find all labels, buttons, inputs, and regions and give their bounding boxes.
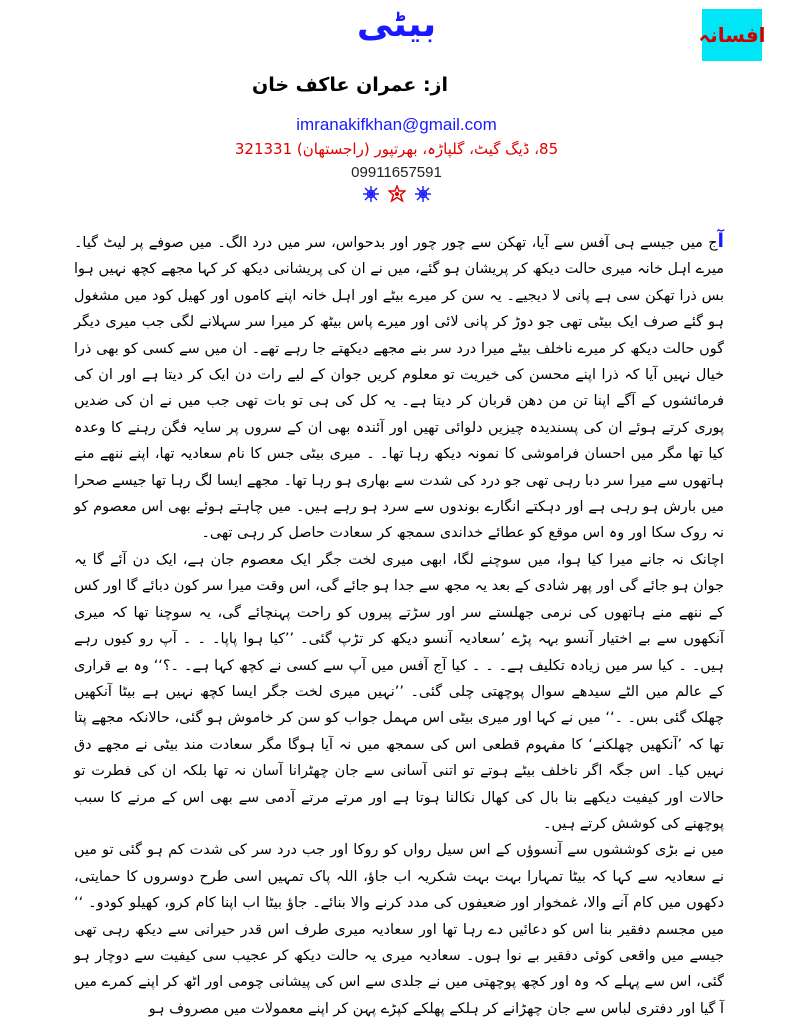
snowflake-icon xyxy=(362,185,380,203)
snowflake-icon xyxy=(414,185,432,203)
paragraph xyxy=(74,547,724,837)
paragraph-text: اچانک نہ جانے میرا کیا ہوا، میں سوچنے لگا، ابھی میری لخت جگر ایک معصوم جان ہے، ایک دن آئے گا یہ جوان ہو جائے گی اور پھر شادی کے بعد یہ مجھ سے جدا ہو جائے گی، اس وقت میرا سر کون دبائے گا اور کس کے ننھے منے ہاتھوں کی نرمی جھلستے سر اور سڑتے پیروں کو راحت پہنچائے گی، یہ سوچنا تھا کہ میری آنکھوں سے بے اختیار آنسو بہہ پڑے ’سعادیہ آنسو دیکھ کر تڑپ گئی۔ ’’کیا ہوا پاپا۔ ۔ ۔ آپ رو کیوں رہے ہیں۔ ۔ کیا سر میں زیادہ تکلیف ہے۔ ۔ ۔ کیا آج آفس میں آپ سے کسی نے کچھ کہا ہے۔ ۔؟‘‘ وہ بے قراری کے عالم میں الٹے سیدھے سوال پوچھتی چلی گئی۔ ’’نہیں میری لخت جگر ایسا کچھ نہیں ہے بیٹا آنکھیں چھلک گئی بس۔ ۔‘‘ میں نے کہا اور میری بیٹی اس مہمل جواب کو سن کر خاموش ہو گئی، حالانکہ مجھے پتا تھا کہ ’آنکھیں چھلکنے‘ کا مفہوم قطعی اس کی سمجھ میں نہ آیا ہوگا مگر سعادت مند بیٹی نے مجھے دق نہیں کیا۔ اس جگہ اگر ناخلف بیٹے ہوتے تو اتنی آسانی سے جان چھٹرانا آسان نہ تھا بلکہ ان کی فطرت تو حالات اور کیفیت دیکھے بنا بال کی کھال نکالنا ہوتا ہے اور مرتے مرتے آدمی سے بھی اس کے مرنے کا سبب پوچھنے کی کوشش کرتے ہیں۔ xyxy=(74,551,724,832)
paragraph-text: میں نے بڑی کوششوں سے آنسوؤں کے اس سیل رواں کو روکا اور جب درد سر کی شدت کم ہو گئی تو میں نے سعادیہ سے کہا کہ بیٹا تمہارا بہت بہت شکریہ اب جاؤ، اللہ پاک تمہیں اسی طرح دوسروں کا حمایتی، دکھوں میں کام آنے والا، غمخوار اور ضعیفوں کی مدد کرنے والا بنائے۔ جاؤ بیٹا اب اپنا کام کرو، کھیلو کودو۔ ‘‘ میں مجسم دفقیر بنا اس کو دعائیں دے رہا تھا اور سعادیہ میری طرف اس قدر حیرانی سے دیکھ رہی تھی جیسے میں واقعی کوئی دفقیر بے نوا ہوں۔ سعادیہ میری یہ حالت دیکھ کر عجیب سی کیفیت سے دوچار ہو گئی، اس سے پہلے کہ وہ اور کچھ پوچھتی میں نے جلدی سے اس کی پیشانی چومی اور اٹھ کر اپنے کمرے میں آ گیا اور دفتری لباس سے جان چھڑانے کر ہلکے پھلکے کپڑے پہن کر اپنے معمولات میں مصروف ہو xyxy=(74,842,724,1017)
star-icon xyxy=(388,185,406,203)
author-phone: 09911657591 xyxy=(351,164,442,181)
paragraph xyxy=(74,228,724,547)
author-line: از: عمران عاکف خان xyxy=(252,74,448,96)
author-email[interactable]: imranakifkhan@gmail.com xyxy=(296,115,497,134)
paragraph-text: ج میں جیسے ہی آفس سے آیا، تھکن سے چور چور اور بدحواس، سر میں درد الگ۔ میں صوفے پر لیٹ گیا۔ میرے اہل خانہ میری حالت دیکھ کر پریشان ہو گئے، میں نے ان کی پریشانی دیکھ کر کہا مجھے کچھ نہیں ہوا بس ذرا تھکن سی ہے پانی لا دیجیے۔ یہ سن کر میرے بیٹے اور اہل خانہ اپنے کاموں اور کھیل کود میں مشغول ہو گئے صرف ایک بیٹی تھی جو دوڑ کر پانی لائی اور میرے پاس بیٹھ کر میرا سر سہلانے لگی جب میری دیگر گوں حالت دیکھ کر میرے ناخلف بیٹے میرا درد سر بنے مجھے دیکھتے جا رہے تھے۔ ان میں سے کسی کو بھی ذرا خیال نہیں آیا کہ ذرا اپنے محسن کی خیریت تو معلوم کریں جوان کے لیے رات دن ایک کر دیتا ہے اور ان کی فرمائشوں کے آگے اپنا تن من دھن قربان کر دیتا ہے۔ یہ کل کی ہی تو بات تھی جب میں نے ان کی ضدیں پوری کرتے ہوئے ان کی پسندیدہ چیزیں دلوائی تھیں اور آئندہ بھی ان کے سروں پر سایہ فگن رہنے کا وعدہ کیا تھا مگر میں احسان فراموشی کا نمونہ دیکھ رہا تھا۔ ۔ میری بیٹی جس کا نام سعادیہ تھا، اپنے ننھے منے ہاتھوں سے میرا سر دبا رہی تھی جو درد کی شدت سے بھاری ہو رہا تھا۔ مجھے ایسا لگ رہا تھا جیسے صحرا میں بارش ہو رہی ہے اور دہکتے انگارے بوندوں سے سرد ہو رہے ہیں۔ میں چاہتے ہوئے بھی اس معصوم کو نہ روک سکا اور وہ اس موقع کو عطائے خداندی سمجھ کر سعادت حاصل کر رہی تھی۔ xyxy=(74,235,724,542)
story-title: بیٹی xyxy=(356,4,437,45)
paragraph xyxy=(74,837,724,1022)
ornament-divider xyxy=(0,185,793,203)
genre-badge: افسانہ xyxy=(702,9,762,61)
author-address: 85، ڈیگ گیٹ، گلپاڑہ، بھرتپور (راجستھان) 321331 xyxy=(234,140,559,158)
drop-cap: آ xyxy=(717,230,724,252)
story-body xyxy=(74,228,724,1022)
